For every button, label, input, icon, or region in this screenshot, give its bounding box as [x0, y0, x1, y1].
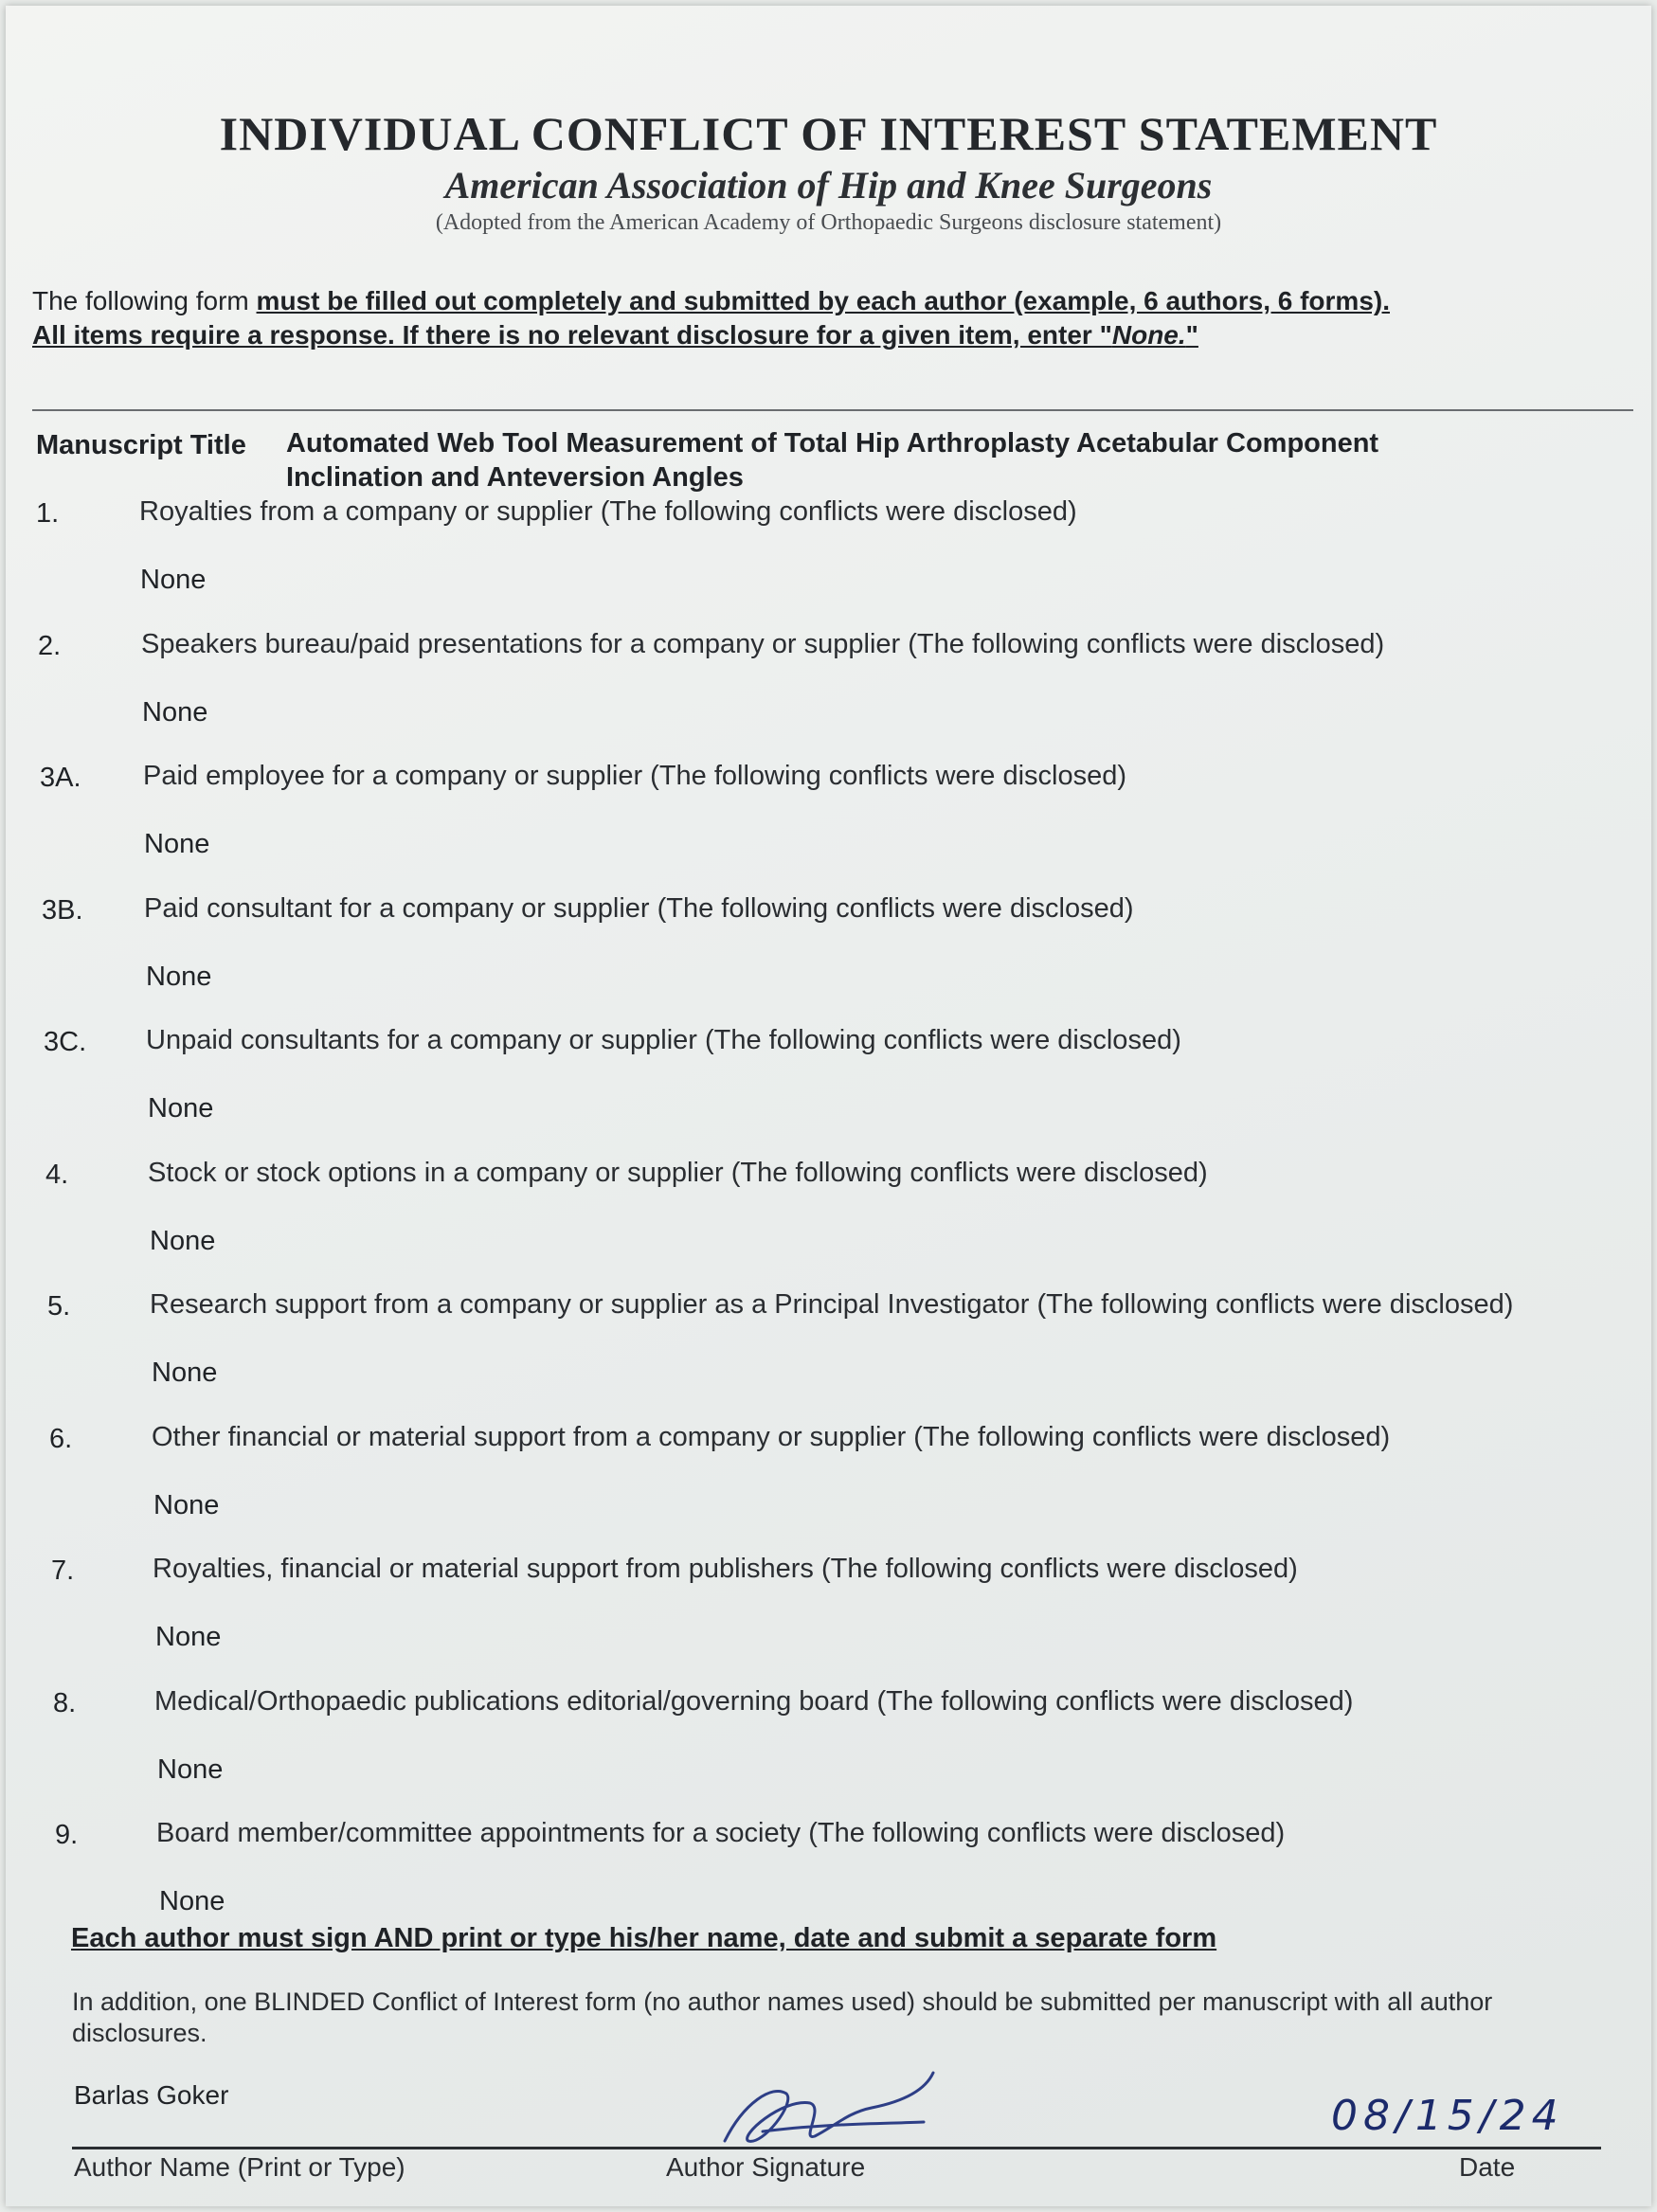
item-number: 1.: [36, 498, 60, 529]
item-question: Speakers bureau/paid presentations for a company or supplier (The following conflicts were disclosed): [141, 629, 1385, 659]
label-author-name: Author Name (Print or Type): [74, 2152, 405, 2182]
item-answer: None: [150, 1226, 216, 1256]
item-question: Unpaid consultants for a company or supplier (The following conflicts were disclosed): [146, 1025, 1181, 1055]
item-number: 3C.: [44, 1027, 87, 1057]
label-author-signature: Author Signature: [666, 2152, 866, 2182]
item-number: 5.: [47, 1291, 71, 1322]
item-number: 4.: [45, 1160, 69, 1190]
item-question: Research support from a company or supplier as a Principal Investigator (The following conflicts were disclosed): [150, 1289, 1514, 1320]
item-answer: None: [140, 565, 207, 595]
item-answer: None: [148, 1093, 214, 1124]
form-subtitle: American Association of Hip and Knee Surgeons: [444, 164, 1213, 207]
manuscript-title: Automated Web Tool Measurement of Total Hip Arthroplasty Acetabular Component Inclination and Anteversion Angles: [286, 428, 1379, 493]
instructions-underlined-2b: ": [1185, 320, 1198, 350]
item-question: Royalties from a company or supplier (The following conflicts were disclosed): [139, 496, 1077, 527]
adopted-note: (Adopted from the American Academy of Orthopaedic Surgeons disclosure statement): [435, 210, 1222, 235]
signed-date: 08/15/24: [1331, 2092, 1564, 2140]
blinded-note: In addition, one BLINDED Conflict of Interest form (no author names used) should be submitted per manuscript with all author disclosures.: [72, 1987, 1493, 2047]
item-answer: None: [153, 1490, 220, 1520]
item-question: Stock or stock options in a company or supplier (The following conflicts were disclosed): [148, 1158, 1208, 1188]
item-number: 9.: [55, 1820, 79, 1850]
manuscript-label: Manuscript Title: [36, 430, 246, 460]
item-answer: None: [155, 1622, 222, 1652]
item-question: Medical/Orthopaedic publications editorial/governing board (The following conflicts were disclosed): [154, 1686, 1354, 1717]
author-name: Barlas Goker: [74, 2080, 229, 2110]
item-answer: None: [159, 1886, 225, 1916]
item-question: Other financial or material support from a company or supplier (The following conflicts were disclosed): [152, 1422, 1391, 1452]
item-question: Royalties, financial or material support from publishers (The following conflicts were disclosed): [153, 1554, 1298, 1584]
item-number: 3A.: [40, 763, 81, 793]
instructions-plain: The following form: [32, 286, 257, 315]
item-question: Paid consultant for a company or supplier (The following conflicts were disclosed): [144, 893, 1134, 924]
item-number: 6.: [49, 1424, 73, 1454]
sign-instruction: Each author must sign AND print or type his/her name, date and submit a separate form: [71, 1923, 1217, 1953]
instructions-none-word: None.: [1111, 320, 1186, 350]
item-answer: None: [144, 829, 210, 859]
instructions-underlined-2a: All items require a response. If there is no relevant disclosure for a given item, enter ": [32, 320, 1112, 350]
label-date: Date: [1459, 2152, 1516, 2182]
item-answer: None: [142, 697, 208, 728]
item-number: 8.: [53, 1688, 77, 1718]
divider: [32, 409, 1633, 411]
item-number: 7.: [51, 1556, 75, 1586]
item-answer: None: [146, 962, 212, 992]
signature-line: [72, 2147, 1601, 2149]
instructions: [32, 284, 1390, 352]
instructions-underlined-1: must be filled out completely and submitted by each author (example, 6 authors, 6 forms).: [256, 286, 1390, 315]
item-answer: None: [157, 1754, 224, 1785]
item-question: Paid employee for a company or supplier (The following conflicts were disclosed): [143, 761, 1127, 791]
signature-image: [706, 2065, 952, 2160]
item-question: Board member/committee appointments for a society (The following conflicts were disclosed): [156, 1818, 1286, 1848]
item-answer: None: [152, 1358, 218, 1388]
form-title: INDIVIDUAL CONFLICT OF INTEREST STATEMENT: [219, 107, 1438, 160]
item-number: 2.: [38, 631, 62, 661]
item-number: 3B.: [42, 895, 83, 926]
